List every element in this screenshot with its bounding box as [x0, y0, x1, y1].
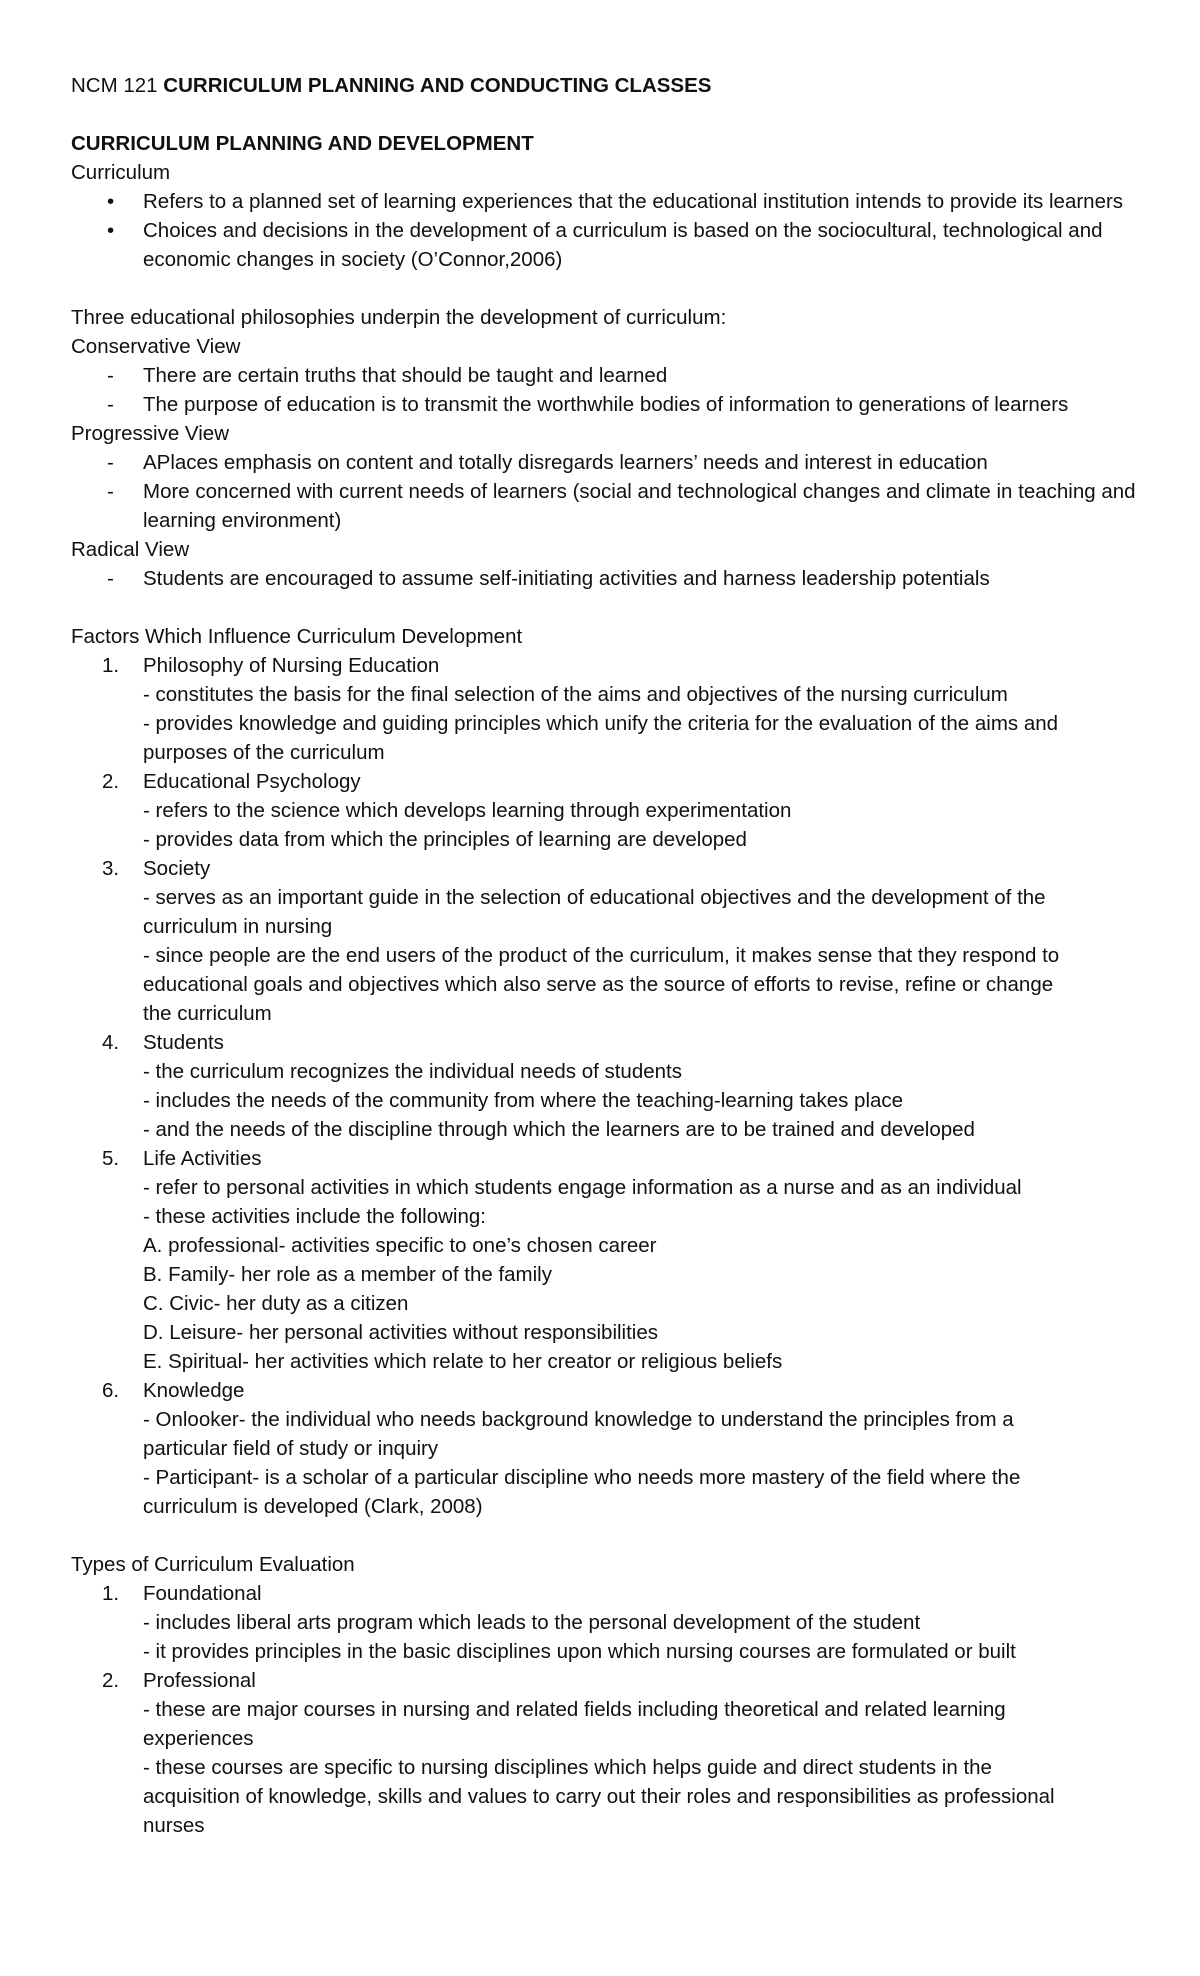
list-number: 1.: [102, 1582, 120, 1605]
factor-item: [71, 651, 1140, 767]
spacer: [71, 1521, 1140, 1550]
bullet-item: [71, 216, 1140, 274]
factor-item: [71, 854, 1140, 1028]
factors-heading: Factors Which Influence Curriculum Development: [71, 625, 523, 648]
evaluation-item: [71, 1579, 1140, 1666]
factor-line: - includes the needs of the community from where the teaching-learning takes place: [143, 1089, 904, 1112]
factor-line: D. Leisure- her personal activities without responsibilities: [143, 1321, 659, 1344]
factor-line: B. Family- her role as a member of the family: [143, 1263, 552, 1286]
factor-line: A. professional- activities specific to one’s chosen career: [143, 1234, 657, 1257]
evaluation-item: [71, 1666, 1140, 1840]
factor-line: particular field of study or inquiry: [143, 1437, 439, 1460]
bullet-text: Choices and decisions in the development of a curriculum is based on the sociocultural, technological and economic changes in society (O’Connor,2006): [143, 219, 1103, 271]
factor-line: purposes of the curriculum: [143, 741, 385, 764]
dash-icon: -: [107, 393, 114, 416]
list-number: 4.: [102, 1031, 120, 1054]
bullet-icon: •: [107, 219, 115, 242]
factor-line: - since people are the end users of the product of the curriculum, it makes sense that they respond to: [143, 944, 1060, 967]
dash-icon: -: [107, 364, 114, 387]
bullet-item: [71, 187, 1140, 216]
factor-line: - and the needs of the discipline through which the learners are to be trained and developed: [143, 1118, 975, 1141]
document-title: [71, 71, 1140, 100]
factor-line: - Participant- is a scholar of a particular discipline who needs more mastery of the field where the: [143, 1466, 1021, 1489]
evaluation-line: - includes liberal arts program which leads to the personal development of the student: [143, 1611, 921, 1634]
spacer: [71, 100, 1140, 129]
course-title: CURRICULUM PLANNING AND CONDUCTING CLASSES: [163, 74, 712, 97]
dash-icon: -: [107, 567, 114, 590]
factor-line: the curriculum: [143, 1002, 272, 1025]
factor-title: Life Activities: [143, 1147, 262, 1170]
evaluation-line: acquisition of knowledge, skills and values to carry out their roles and responsibilities as professional: [143, 1785, 1055, 1808]
dash-item: [71, 361, 1140, 390]
dash-text: The purpose of education is to transmit the worthwhile bodies of information to generations of learners: [143, 393, 1069, 416]
evaluation-line: nurses: [143, 1814, 205, 1837]
factor-line: - serves as an important guide in the selection of educational objectives and the development of the: [143, 886, 1046, 909]
list-number: 3.: [102, 857, 120, 880]
factor-item: [71, 767, 1140, 854]
view-title-radical: Radical View: [71, 538, 190, 561]
evaluation-title: Foundational: [143, 1582, 262, 1605]
factor-line: - Onlooker- the individual who needs background knowledge to understand the principles from a: [143, 1408, 1014, 1431]
evaluation-heading: Types of Curriculum Evaluation: [71, 1553, 355, 1576]
factor-item: [71, 1028, 1140, 1144]
factor-title: Knowledge: [143, 1379, 245, 1402]
factor-line: curriculum is developed (Clark, 2008): [143, 1495, 483, 1518]
factor-line: C. Civic- her duty as a citizen: [143, 1292, 409, 1315]
factor-line: - refer to personal activities in which students engage information as a nurse and as an individual: [143, 1176, 1022, 1199]
evaluation-line: - these courses are specific to nursing disciplines which helps guide and direct students in the: [143, 1756, 992, 1779]
dash-text: There are certain truths that should be taught and learned: [143, 364, 668, 387]
bullet-icon: •: [107, 190, 115, 213]
factor-title: Philosophy of Nursing Education: [143, 654, 440, 677]
dash-item: [71, 448, 1140, 477]
factor-line: - refers to the science which develops learning through experimentation: [143, 799, 792, 822]
factor-line: - the curriculum recognizes the individual needs of students: [143, 1060, 682, 1083]
factor-line: - provides data from which the principles of learning are developed: [143, 828, 747, 851]
evaluation-line: - it provides principles in the basic disciplines upon which nursing courses are formulated or built: [143, 1640, 1016, 1663]
factor-item: [71, 1376, 1140, 1521]
philosophies-intro: Three educational philosophies underpin the development of curriculum:: [71, 306, 727, 329]
factor-item: [71, 1144, 1140, 1376]
factor-line: E. Spiritual- her activities which relate to her creator or religious beliefs: [143, 1350, 783, 1373]
curriculum-label: Curriculum: [71, 161, 171, 184]
spacer: [71, 593, 1140, 622]
dash-item: [71, 564, 1140, 593]
dash-text: Students are encouraged to assume self-initiating activities and harness leadership potentials: [143, 567, 990, 590]
dash-icon: -: [107, 480, 114, 503]
list-number: 6.: [102, 1379, 120, 1402]
evaluation-line: - these are major courses in nursing and related fields including theoretical and related learning: [143, 1698, 1006, 1721]
list-number: 1.: [102, 654, 120, 677]
view-title-progressive: Progressive View: [71, 422, 229, 445]
view-title-conservative: Conservative View: [71, 335, 241, 358]
dash-text: More concerned with current needs of learners (social and technological changes and climate in teaching and learning environment): [143, 480, 1136, 532]
course-code: NCM 121: [71, 74, 164, 97]
list-number: 2.: [102, 770, 120, 793]
factor-line: - constitutes the basis for the final selection of the aims and objectives of the nursing curriculum: [143, 683, 1008, 706]
bullet-text: Refers to a planned set of learning experiences that the educational institution intends to provide its learners: [143, 190, 1124, 213]
evaluation-title: Professional: [143, 1669, 256, 1692]
factor-title: Educational Psychology: [143, 770, 361, 793]
factor-title: Students: [143, 1031, 224, 1054]
dash-icon: -: [107, 451, 114, 474]
dash-item: [71, 390, 1140, 419]
section-heading: CURRICULUM PLANNING AND DEVELOPMENT: [71, 132, 534, 155]
factor-line: - these activities include the following:: [143, 1205, 486, 1228]
factor-line: - provides knowledge and guiding principles which unify the criteria for the evaluation of the aims and: [143, 712, 1059, 735]
dash-text: APlaces emphasis on content and totally disregards learners’ needs and interest in education: [143, 451, 988, 474]
dash-item: [71, 477, 1140, 535]
evaluation-line: experiences: [143, 1727, 254, 1750]
factor-line: educational goals and objectives which also serve as the source of efforts to revise, refine or change: [143, 973, 1054, 996]
list-number: 5.: [102, 1147, 120, 1170]
spacer: [71, 274, 1140, 303]
factor-title: Society: [143, 857, 211, 880]
factor-line: curriculum in nursing: [143, 915, 333, 938]
list-number: 2.: [102, 1669, 120, 1692]
